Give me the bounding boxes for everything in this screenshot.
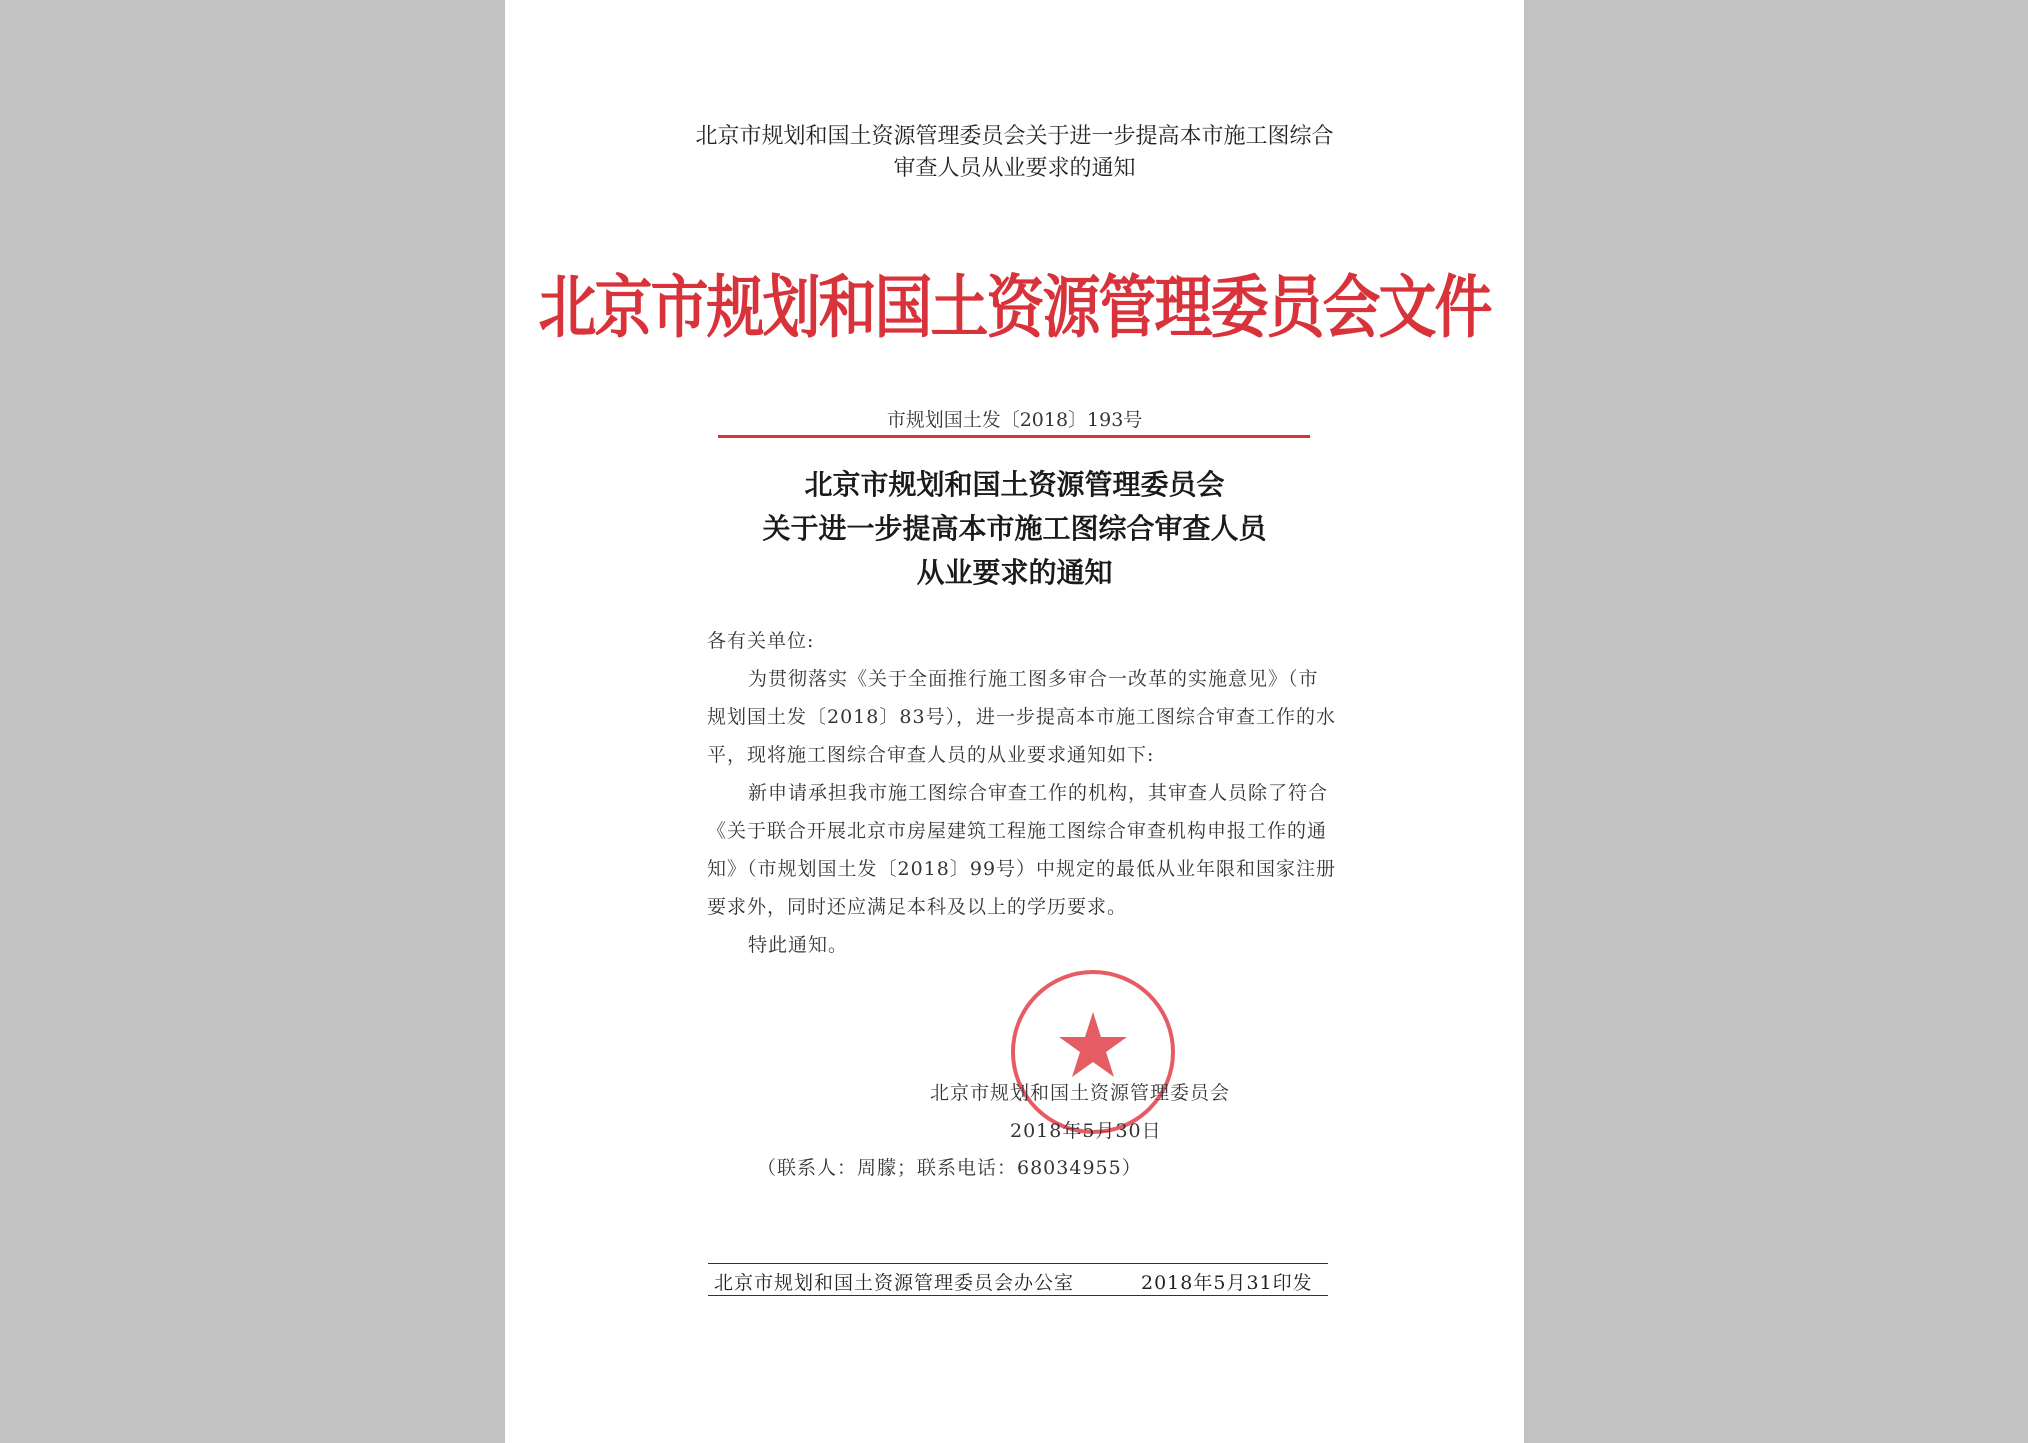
red-divider — [718, 435, 1310, 438]
red-header: 北京市规划和国土资源管理委员会文件 — [538, 267, 1491, 348]
footer-top-rule — [708, 1263, 1328, 1264]
notice-title-line2: 关于进一步提高本市施工图综合审查人员 — [762, 512, 1267, 545]
paragraph-2: 新申请承担我市施工图综合审查工作的机构，其审查人员除了符合《关于联合开展北京市房屋建筑工程施工图综合审查机构申报工作的通知》（市规划国土发〔2018〕99号）中规定的最低从业年限和国家注册要求外，同时还应满足本科及以上的学历要求。 — [707, 782, 1337, 918]
closing: 特此通知。 — [748, 934, 849, 956]
footer-organization: 北京市规划和国土资源管理委员会办公室 — [714, 1272, 1075, 1294]
notice-body — [707, 622, 1337, 964]
paragraph-1: 为贯彻落实《关于全面推行施工图多审合一改革的实施意见》（市规划国土发〔2018〕83号），进一步提高本市施工图综合审查工作的水平，现将施工图综合审查人员的从业要求通知如下: — [707, 668, 1337, 766]
footer-date: 2018年5月31印发 — [1141, 1272, 1313, 1294]
contact-info: （联系人：周朦；联系电话：68034955） — [757, 1157, 1142, 1179]
document-title-line1: 北京市规划和国土资源管理委员会关于进一步提高本市施工图综合 — [695, 124, 1334, 149]
signature-date: 2018年5月30日 — [1010, 1120, 1162, 1142]
document-page — [505, 0, 1524, 1443]
notice-title-line1: 北京市规划和国土资源管理委员会 — [804, 468, 1225, 501]
document-title-line2: 审查人员从业要求的通知 — [893, 156, 1136, 181]
document-number: 市规划国土发〔2018〕193号 — [886, 409, 1143, 431]
official-seal — [1008, 967, 1178, 1137]
notice-title-line3: 从业要求的通知 — [916, 556, 1113, 589]
footer-bottom-rule — [708, 1295, 1328, 1296]
signature-organization: 北京市规划和国土资源管理委员会 — [930, 1082, 1231, 1104]
footer — [708, 1268, 1328, 1294]
salutation: 各有关单位: — [707, 630, 815, 652]
